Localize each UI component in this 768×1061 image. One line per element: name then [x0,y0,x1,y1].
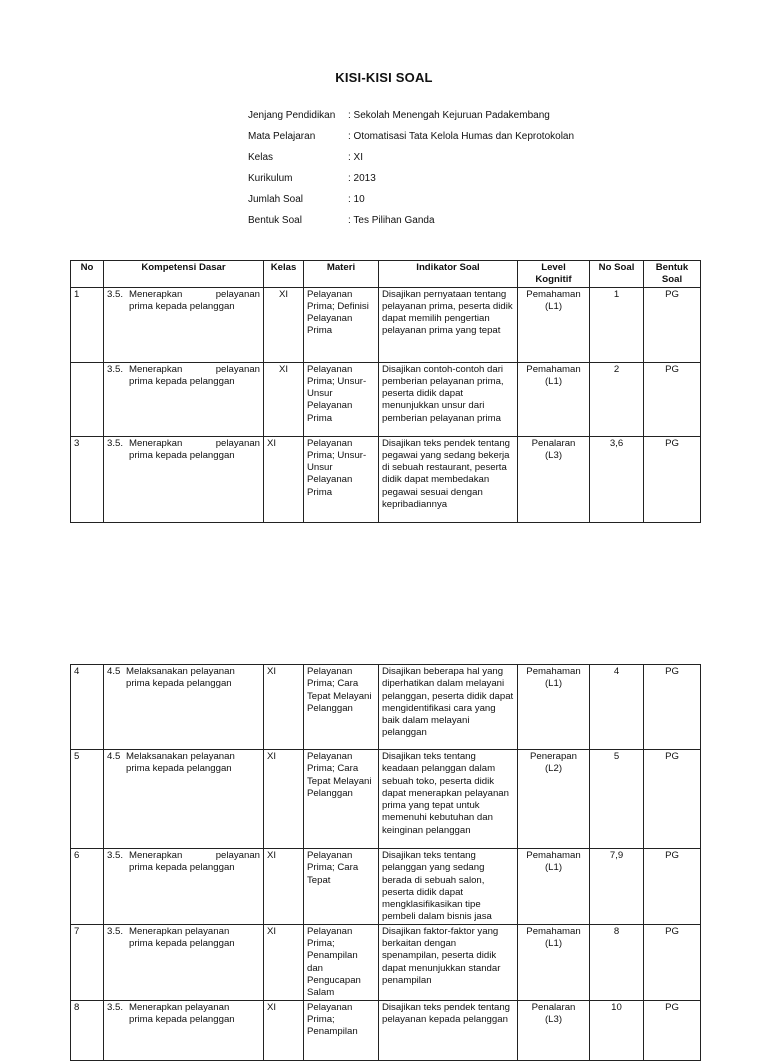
table-row [71,362,701,436]
cell-no: 1 [71,287,104,362]
info-label: Mata Pelajaran [248,131,316,142]
header-materi: Materi [304,261,379,288]
table-row [71,287,701,362]
header-no-soal: No Soal [590,261,644,288]
cell-level [518,750,590,849]
level-code: (L1) [544,300,563,312]
cell-bentuk: PG [644,362,701,436]
level-code: (L1) [544,862,563,874]
level-label: Penalaran [531,1001,576,1013]
info-row-bentuk-soal [248,215,574,236]
header-no: No [71,261,104,288]
cell-kompetensi-dasar [104,924,264,1000]
cell-no-soal: 3,6 [590,436,644,522]
cell-bentuk: PG [644,1000,701,1060]
info-value: : 2013 [348,173,376,184]
kd-code: 3.5. [107,850,124,861]
kisi-kisi-table-page-2 [70,664,701,1061]
info-value: : Sekolah Menengah Kejuruan Padakembang [348,110,550,121]
header-indikator-soal: Indikator Soal [379,261,518,288]
kd-line1: Menerapkan pelayanan [129,1001,230,1013]
cell-indikator: Disajikan teks tentang pelanggan yang sedang berada di sebuah salon, peserta didik dapat mengklasifikasikan tipe pembeli dalam bisnis jasa [379,849,518,925]
cell-no: 8 [71,1000,104,1060]
info-label: Bentuk Soal [248,215,302,226]
level-label: Pemahaman [526,363,581,375]
cell-materi: Pelayanan Prima; Penampilan dan Pengucapan Salam [304,924,379,1000]
cell-materi: Pelayanan Prima; Definisi Pelayanan Prima [304,287,379,362]
cell-indikator: Disajikan contoh-contoh dari pemberian pelayanan prima, peserta didik dapat menunjukkan unsur dari pemberian pelayanan prima [379,362,518,436]
header-bentuk-soal [644,261,701,288]
document-title: KISI-KISI SOAL [335,70,433,85]
kd-line1: Menerapkan pelayanan [129,850,260,861]
kd-line2: prima kepada pelanggan [129,938,235,950]
info-row-jumlah-soal [248,194,574,215]
kd-line2: prima kepada pelanggan [129,1013,235,1025]
cell-no [71,362,104,436]
cell-kelas: XI [264,287,304,362]
cell-bentuk: PG [644,287,701,362]
info-value: : XI [348,152,364,163]
cell-no: 6 [71,849,104,925]
info-value: : Tes Pilihan Ganda [348,215,435,226]
info-row-kurikulum [248,173,574,194]
level-code: (L3) [544,1013,563,1025]
cell-kelas: XI [264,1000,304,1060]
kd-line1: Melaksanakan pelayanan [126,751,235,762]
cell-kelas: XI [264,436,304,522]
kd-code: 4.5 [107,666,121,677]
document-info [248,110,574,236]
cell-no-soal: 10 [590,1000,644,1060]
info-row-kelas [248,152,574,173]
kd-line2: prima kepada pelanggan [129,449,235,461]
cell-indikator: Disajikan pernyataan tentang pelayanan prima, peserta didik dapat memilih pengertian pelayanan prima yang tepat [379,287,518,362]
cell-indikator: Disajikan teks pendek tentang pelayanan kepada pelanggan [379,1000,518,1060]
level-code: (L1) [544,678,563,690]
cell-kompetensi-dasar [104,665,264,750]
level-label: Penalaran [531,437,576,449]
cell-no-soal: 8 [590,924,644,1000]
cell-no-soal: 7,9 [590,849,644,925]
cell-level [518,849,590,925]
kd-line2: prima kepada pelanggan [129,300,235,312]
cell-bentuk: PG [644,924,701,1000]
table-row [71,665,701,750]
cell-no: 4 [71,665,104,750]
cell-kompetensi-dasar [104,849,264,925]
cell-level [518,436,590,522]
cell-kompetensi-dasar [104,1000,264,1060]
kd-code: 3.5. [107,925,124,937]
kd-line2: prima kepada pelanggan [126,678,232,690]
cell-kelas: XI [264,750,304,849]
cell-indikator: Disajikan beberapa hal yang diperhatikan dalam melayani pelanggan, peserta didik dapat mengidentifikasi cara yang baik dalam melayani pelanggan [379,665,518,750]
header-kompetensi-dasar: Kompetensi Dasar [104,261,264,288]
cell-materi: Pelayanan Prima; Penampilan [304,1000,379,1060]
level-code: (L2) [544,763,563,775]
cell-bentuk: PG [644,750,701,849]
cell-level [518,1000,590,1060]
header-bentuk-line1: Bentuk [655,262,689,273]
cell-kelas: XI [264,924,304,1000]
level-label: Pemahaman [526,666,581,677]
cell-materi: Pelayanan Prima; Unsur-Unsur Pelayanan Prima [304,436,379,522]
cell-no-soal: 2 [590,362,644,436]
header-bentuk-line2: Soal [661,274,683,286]
cell-level [518,362,590,436]
cell-no: 5 [71,750,104,849]
cell-materi: Pelayanan Prima; Unsur-Unsur Pelayanan Prima [304,362,379,436]
cell-kompetensi-dasar [104,436,264,522]
header-kelas: Kelas [264,261,304,288]
kd-code: 3.5. [107,1001,124,1013]
kd-line1: Menerapkan pelayanan [129,363,260,375]
info-row-jenjang [248,110,574,131]
kd-line2: prima kepada pelanggan [129,375,235,387]
cell-materi: Pelayanan Prima; Cara Tepat Melayani Pelanggan [304,750,379,849]
level-code: (L1) [544,938,563,950]
cell-level [518,924,590,1000]
cell-kelas: XI [264,665,304,750]
kd-line1: Melaksanakan pelayanan [126,666,235,677]
cell-no-soal: 4 [590,665,644,750]
info-value: : Otomatisasi Tata Kelola Humas dan Keprotokolan [348,131,575,142]
kd-line1: Menerapkan pelayanan [129,288,260,300]
info-label: Kelas [248,152,274,163]
cell-materi: Pelayanan Prima; Cara Tepat [304,849,379,925]
table-row [71,849,701,925]
cell-kompetensi-dasar [104,750,264,849]
kd-code: 4.5 [107,751,121,762]
cell-kompetensi-dasar [104,287,264,362]
cell-bentuk: PG [644,849,701,925]
level-label: Pemahaman [526,925,581,937]
cell-indikator: Disajikan teks pendek tentang pegawai yang sedang bekerja di sebuah restaurant, peserta didik dapat membedakan pegawai sesuai dengan kepribadiannya [379,436,518,522]
kd-code: 3.5. [107,363,124,375]
table-row [71,750,701,849]
cell-kelas: XI [264,362,304,436]
cell-no: 7 [71,924,104,1000]
kisi-kisi-table-page-1 [70,260,701,523]
level-label: Pemahaman [526,850,581,861]
info-label: Jenjang Pendidikan [248,110,336,121]
kd-code: 3.5. [107,288,124,300]
table-header-row [71,261,701,288]
cell-bentuk: PG [644,665,701,750]
table-row [71,1000,701,1060]
cell-materi: Pelayanan Prima; Cara Tepat Melayani Pelanggan [304,665,379,750]
header-level-kognitif [518,261,590,288]
info-row-mapel [248,131,574,152]
info-value: : 10 [348,194,365,205]
table-row [71,436,701,522]
table-row [71,924,701,1000]
header-level-line2: Kognitif [535,274,572,286]
info-label: Jumlah Soal [248,194,304,205]
level-label: Pemahaman [526,288,581,300]
cell-no-soal: 5 [590,750,644,849]
kd-line2: prima kepada pelanggan [126,763,232,775]
header-level-line1: Level [541,262,566,273]
cell-bentuk: PG [644,436,701,522]
info-label: Kurikulum [248,173,293,184]
cell-no-soal: 1 [590,287,644,362]
cell-no: 3 [71,436,104,522]
cell-kompetensi-dasar [104,362,264,436]
cell-level [518,665,590,750]
cell-indikator: Disajikan faktor-faktor yang berkaitan dengan spenampilan, peserta didik dapat menunjukkan standar penampilan [379,924,518,1000]
kd-line1: Menerapkan pelayanan [129,925,230,937]
cell-kelas: XI [264,849,304,925]
kd-line1: Menerapkan pelayanan [129,437,260,449]
cell-level [518,287,590,362]
level-code: (L3) [544,449,563,461]
kd-line2: prima kepada pelanggan [129,862,235,874]
cell-indikator: Disajikan teks tentang keadaan pelanggan dalam sebuah toko, peserta didik dapat menerapkan pelayanan prima yang tepat untuk memenuhi kebutuhan dan keinginan pelanggan [379,750,518,849]
level-label: Penerapan [530,751,577,762]
level-code: (L1) [544,375,563,387]
kd-code: 3.5. [107,437,124,449]
